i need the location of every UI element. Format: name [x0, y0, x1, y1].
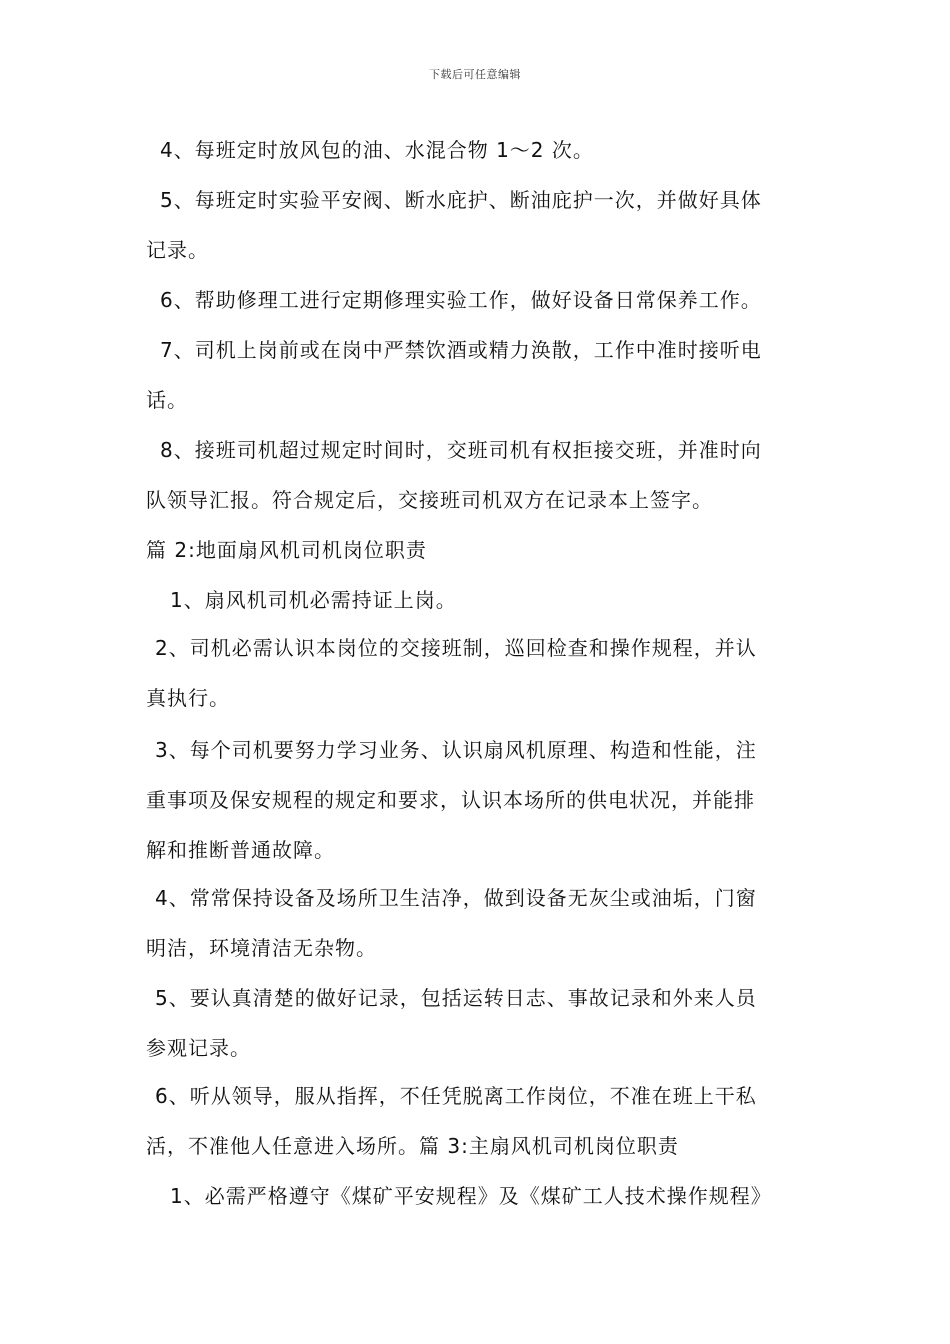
text-line: 真执行。 [146, 686, 230, 710]
text-line: 4、常常保持设备及场所卫生洁净，做到设备无灰尘或油垢，门窗 [155, 886, 757, 910]
text-line: 活，不准他人任意进入场所。篇 3:主扇风机司机岗位职责 [146, 1134, 679, 1158]
text-line: 重事项及保安规程的规定和要求，认识本场所的供电状况，并能排 [146, 788, 755, 812]
section-heading: 篇 2:地面扇风机司机岗位职责 [146, 538, 427, 562]
text-line: 1、扇风机司机必需持证上岗。 [170, 588, 457, 612]
text-line: 4、每班定时放风包的油、水混合物 1～2 次。 [160, 138, 594, 162]
text-line: 参观记录。 [146, 1036, 251, 1060]
text-line: 1、必需严格遵守《煤矿平安规程》及《煤矿工人技术操作规程》 [170, 1184, 772, 1208]
text-line: 5、要认真清楚的做好记录，包括运转日志、事故记录和外来人员 [155, 986, 757, 1010]
text-line: 5、每班定时实验平安阀、断水庇护、断油庇护一次，并做好具体 [160, 188, 762, 212]
text-line: 2、司机必需认识本岗位的交接班制，巡回检查和操作规程，并认 [155, 636, 757, 660]
text-line: 话。 [146, 388, 188, 412]
text-line: 8、接班司机超过规定时间时，交班司机有权拒接交班，并准时向 [160, 438, 762, 462]
text-line: 明洁，环境清洁无杂物。 [146, 936, 377, 960]
text-line: 记录。 [146, 238, 209, 262]
text-line: 3、每个司机要努力学习业务、认识扇风机原理、构造和性能，注 [155, 738, 757, 762]
page-header: 下载后可任意编辑 [429, 68, 521, 81]
text-line: 队领导汇报。符合规定后，交接班司机双方在记录本上签字。 [146, 488, 713, 512]
text-line: 6、帮助修理工进行定期修理实验工作，做好设备日常保养工作。 [160, 288, 762, 312]
text-line: 解和推断普通故障。 [146, 838, 335, 862]
text-line: 6、听从领导，服从指挥，不任凭脱离工作岗位，不准在班上干私 [155, 1084, 757, 1108]
text-line: 7、司机上岗前或在岗中严禁饮酒或精力涣散，工作中准时接听电 [160, 338, 762, 362]
